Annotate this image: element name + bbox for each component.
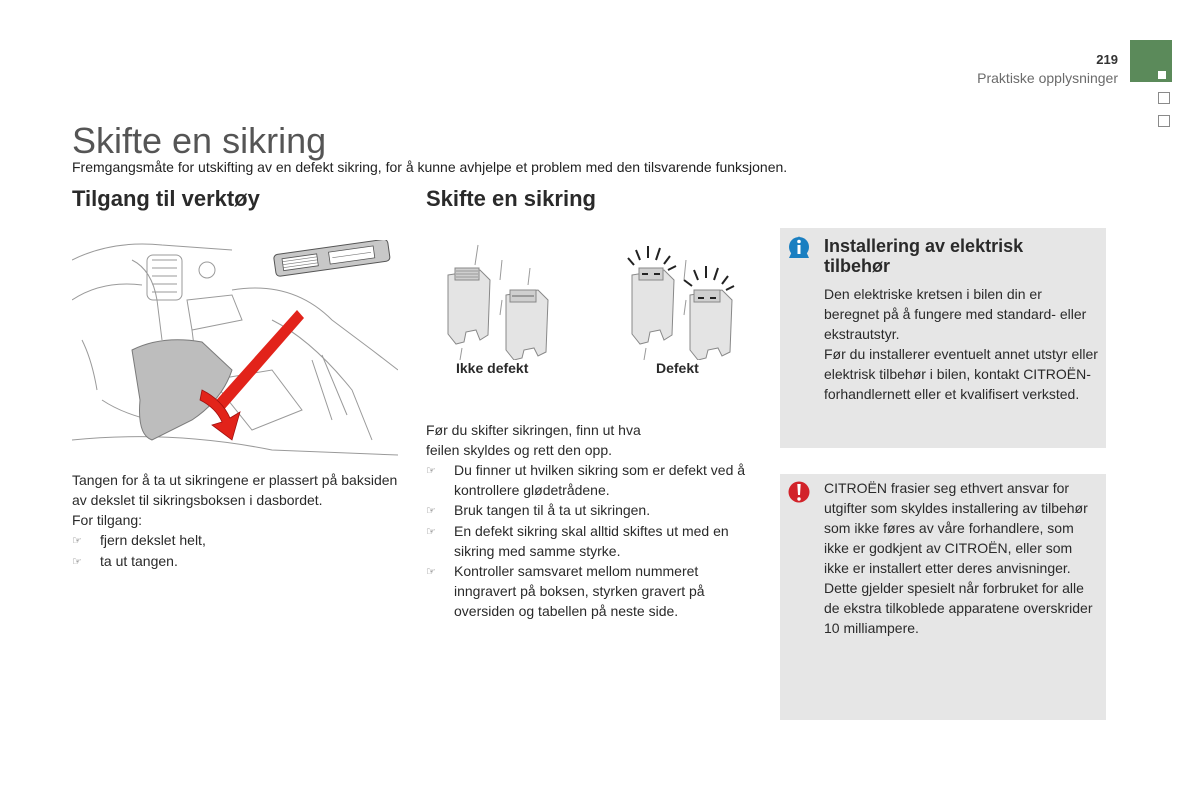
section-title: Praktiske opplysninger — [977, 70, 1118, 86]
list-item — [426, 500, 746, 521]
bullet-arrow-icon: ☞ — [72, 535, 82, 547]
tools-paragraph: Tangen for å ta ut sikringene er plassert på baksiden av dekslet til sikringsboksen i dasbordet. — [72, 472, 398, 508]
fuse-ok-illustration — [440, 240, 560, 360]
fuse-defect-illustration — [624, 240, 744, 360]
bullet-arrow-icon: ☞ — [426, 566, 436, 578]
info-text — [824, 284, 1099, 404]
page-number: 219 — [1096, 52, 1118, 67]
warning-text: CITROËN frasier seg ethvert ansvar for utgifter som skyldes installering av tilbehør som ikke føres av våre forhandlere, som ikke er godkjent av CITROËN, eller som ikke er installert etter deres anvisninger. Dette gjelder spesielt når forbruket for alle de ekstra tilkoblede apparatene overskrider 10 milliampere. — [824, 480, 1093, 636]
info-paragraph: Før du installerer eventuelt annet utstyr eller elektrisk tilbehør i bilen, kontakt CITROËN-forhandlernett eller et kvalifisert verksted. — [824, 346, 1098, 402]
warning-icon — [788, 480, 810, 504]
list-item-text: Bruk tangen til å ta ut sikringen. — [454, 502, 651, 518]
list-item — [426, 521, 746, 561]
chapter-tab — [1158, 115, 1170, 127]
fuse-defect-label: Defekt — [656, 360, 699, 376]
list-item-text: ta ut tangen. — [100, 553, 178, 569]
info-paragraph: Den elektriske kretsen i bilen din er beregnet på å fungere med standard- eller ekstrautstyr. — [824, 286, 1087, 342]
list-item-text: En defekt sikring skal alltid skiftes ut med en sikring med samme styrke. — [454, 523, 729, 559]
bullet-arrow-icon: ☞ — [426, 505, 436, 517]
tools-paragraph: For tilgang: — [72, 512, 143, 528]
list-item — [72, 551, 402, 572]
list-item — [426, 561, 746, 621]
list-item-text: Kontroller samsvaret mellom nummeret inngravert på boksen, styrken gravert på oversiden og tabellen på neste side. — [454, 563, 705, 619]
replace-heading: Skifte en sikring — [426, 186, 596, 211]
info-title: Installering av elektrisk tilbehør — [824, 236, 1024, 276]
list-item-text: fjern dekslet helt, — [100, 532, 206, 548]
tools-heading: Tilgang til verktøy — [72, 186, 260, 211]
bullet-arrow-icon: ☞ — [426, 465, 436, 477]
fuse-ok-label: Ikke defekt — [456, 360, 529, 376]
info-icon — [788, 235, 810, 259]
chapter-tab — [1158, 92, 1170, 104]
replace-text — [426, 420, 746, 621]
page-subtitle: Fremgangsmåte for utskifting av en defekt sikring, for å kunne avhjelpe et problem med den tilsvarende funksjonen. — [72, 159, 788, 175]
dashboard-tweezers-illustration — [72, 240, 398, 460]
tools-text — [72, 470, 402, 572]
replace-intro: Før du skifter sikringen, finn ut hva feilen skyldes og rett den opp. — [426, 422, 641, 458]
list-item — [426, 460, 746, 500]
bullet-arrow-icon: ☞ — [426, 526, 436, 538]
list-item — [72, 530, 402, 551]
list-item-text: Du finner ut hvilken sikring som er defekt ved å kontrollere glødetrådene. — [454, 462, 746, 498]
page-title: Skifte en sikring — [72, 120, 327, 161]
chapter-tab-active — [1130, 40, 1172, 82]
bullet-arrow-icon: ☞ — [72, 556, 82, 568]
